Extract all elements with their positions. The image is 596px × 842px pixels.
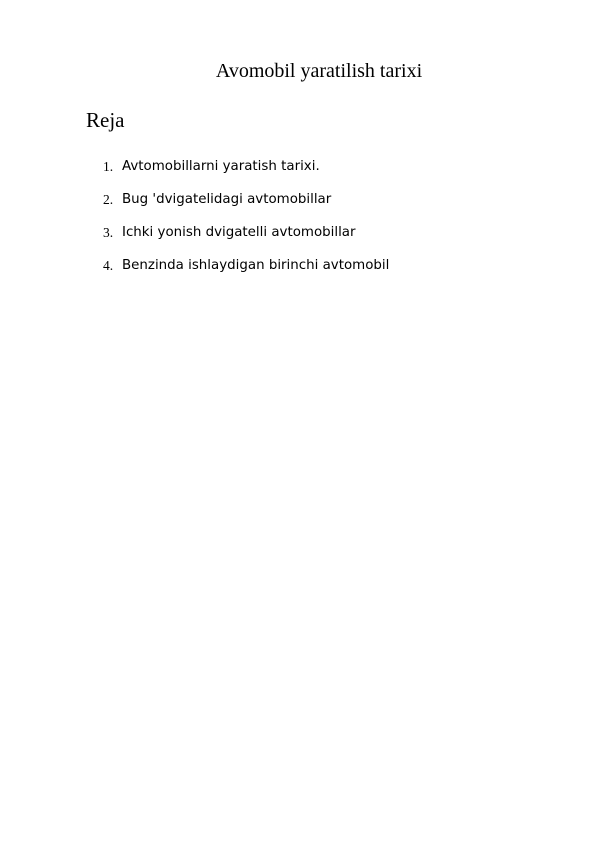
plan-item-text: Avtomobillarni yaratish tarixi. — [122, 159, 320, 174]
plan-item-text: Benzinda ishlaydigan birinchi avtomobil — [122, 258, 390, 273]
plan-heading: Reja — [86, 108, 125, 132]
plan-item-1 — [103, 150, 389, 183]
plan-item-3 — [103, 216, 389, 249]
plan-item-4 — [103, 249, 389, 282]
plan-item-text: Ichki yonish dvigatelli avtomobillar — [122, 225, 356, 240]
plan-item-number: 4. — [103, 257, 114, 273]
plan-item-2 — [103, 183, 389, 216]
plan-item-number: 2. — [103, 191, 114, 207]
plan-list — [103, 150, 389, 282]
plan-item-number: 1. — [103, 158, 114, 174]
document-title: Avomobil yaratilish tarixi — [215, 60, 423, 82]
plan-item-text: Bug 'dvigatelidagi avtomobillar — [122, 192, 332, 207]
plan-item-number: 3. — [103, 224, 114, 240]
